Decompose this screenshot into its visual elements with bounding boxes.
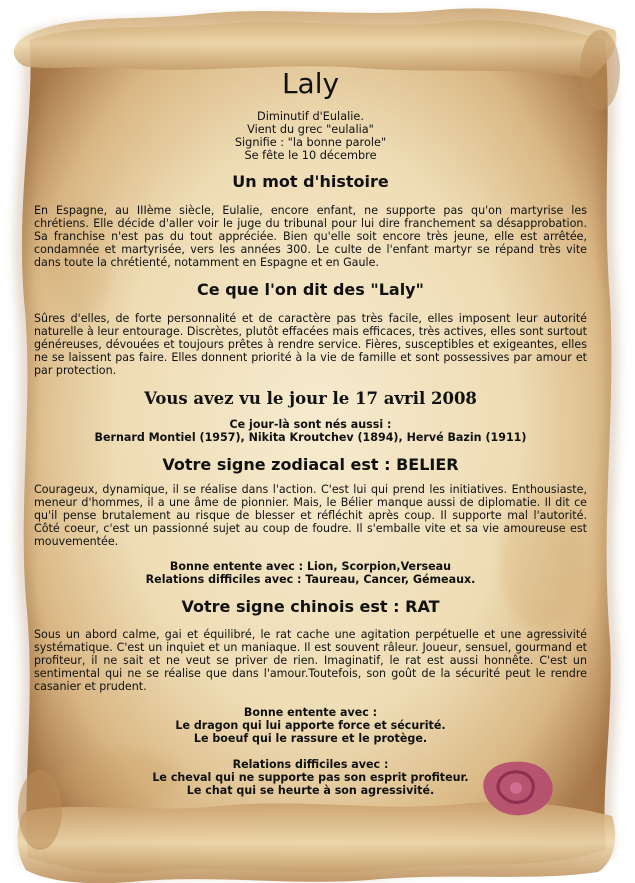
birth-subheading: Ce jour-là sont nés aussi : (229, 418, 392, 431)
zodiac-bad: Relations difficiles avec : Taureau, Cancer, Gémeaux. (145, 573, 476, 586)
meta-line: Vient du grec "eulalia" (247, 123, 374, 136)
personality-heading: Ce que l'on dit des "Laly" (197, 280, 424, 299)
history-heading: Un mot d'histoire (232, 172, 389, 191)
name-meta (34, 110, 587, 162)
chinese-good-line: Le dragon qui lui apporte force et sécurité. (175, 719, 446, 732)
chinese-bad-line: Le chat qui se heurte à son agressivité. (186, 784, 435, 797)
meta-line: Diminutif d'Eulalie. (257, 110, 364, 123)
birth-section (34, 389, 587, 444)
personality-section (34, 280, 587, 377)
zodiac-heading: Votre signe zodiacal est : BELIER (162, 455, 459, 474)
chinese-bad-line: Le cheval qui ne supporte pas son esprit profiteur. (152, 771, 469, 784)
chinese-good-title: Bonne entente avec : (243, 706, 378, 719)
chinese-heading: Votre signe chinois est : RAT (181, 597, 440, 616)
zodiac-section (34, 455, 587, 586)
history-text: En Espagne, au IIIème siècle, Eulalie, encore enfant, ne supporte pas qu'on martyrise les chrétiens. Elle décide d'aller voir le juge du tribunal pour lui dire franchement sa désapprobation. Sa franchise n'est pas du tout appréciée. Bien qu'elle soit encore très jeune, elle est arrêtée, condamnée et martyrisée, vers les années 300. Le culte de l'enfant martyr se répand très vite dans toute la chrétienté, notamment en Espagne et en Gaule. (34, 204, 587, 269)
chinese-bad-title: Relations difficiles avec : (232, 758, 389, 771)
meta-line: Se fête le 10 décembre (244, 149, 377, 162)
chinese-text: Sous un abord calme, gai et équilibré, le rat cache une agitation perpétuelle et une agressivité systématique. C'est un inquiet et un maniaque. Il est souvent râleur. Joueur, sensuel, gourmand et profiteur, il ne sait et ne veut se priver de rien. Imaginatif, le rat est aussi honnête. C'est un sentimental qui ne se réalise que dans l'amour.Toutefois, son goût de la sécurité peut le rendre casanier et prudent. (34, 628, 587, 693)
page-title: Laly (281, 67, 340, 100)
zodiac-text: Courageux, dynamique, il se réalise dans l'action. C'est lui qui prend les initiatives. Enthousiaste, meneur d'hommes, il a une âme de pionnier. Mais, le Bélier manque aussi de diplomatie. Il dit ce qu'il pense brutalement au risque de blesser et réfléchit après coup. Il supporte mal l'autorité. Côté coeur, c'est un passionné sujet au coup de foudre. Il s'emballe vite et sa vie amoureuse est mouvementée. (34, 483, 587, 548)
birth-names: Bernard Montiel (1957), Nikita Kroutchev (1894), Hervé Bazin (1911) (94, 431, 527, 444)
birth-heading: Vous avez vu le jour le 17 avril 2008 (144, 389, 477, 408)
personality-text: Sûres d'elles, de forte personnalité et de caractère pas très facile, elles imposent leur autorité naturelle à leur entourage. Discrètes, plutôt effacées mais efficaces, très actives, elles sont surtout généreuses, dévouées et toujours prêtes à rendre service. Fières, susceptibles et exigeantes, elles ne se laissent pas faire. Elles donnent priorité à la vie de famille et sont possessives par amour et par protection. (34, 312, 587, 377)
chinese-section (34, 597, 587, 797)
history-section (34, 172, 587, 269)
zodiac-good: Bonne entente avec : Lion, Scorpion,Verseau (169, 560, 452, 573)
page-content (34, 66, 587, 797)
chinese-good-line: Le boeuf qui le rassure et le protège. (193, 732, 428, 745)
meta-line: Signifie : "la bonne parole" (234, 136, 387, 149)
